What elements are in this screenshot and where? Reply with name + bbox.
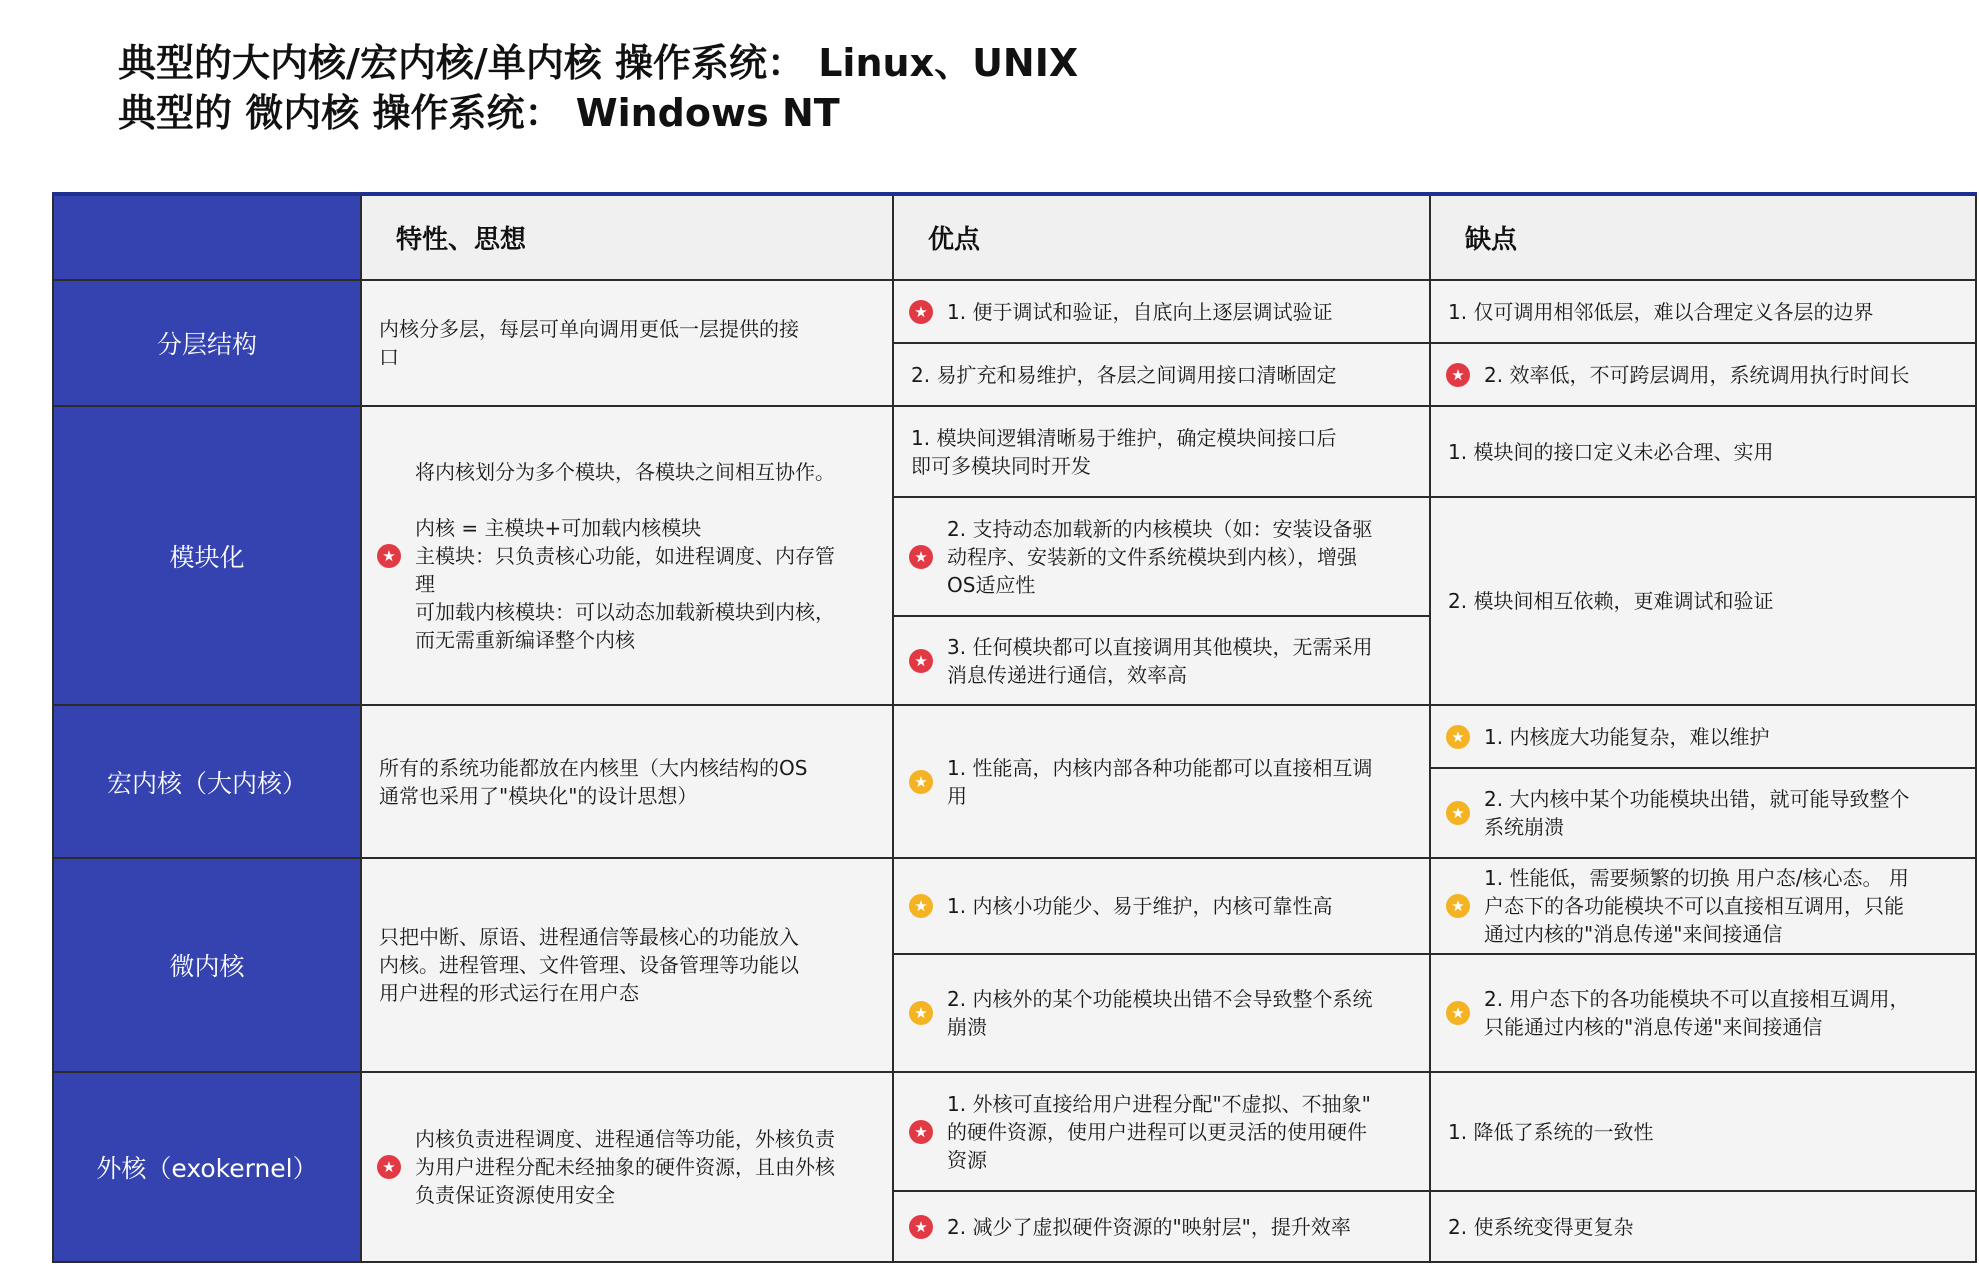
cons-cell (1430, 1072, 1976, 1191)
pros-cell-text: 2. 易扩充和易维护，各层之间调用接口清晰固定 (911, 362, 1337, 387)
column-header-cons: 缺点 (1430, 194, 1976, 280)
pros-cell-text: 2. 减少了虚拟硬件资源的"映射层"，提升效率 (947, 1214, 1351, 1239)
cons-cell (1430, 705, 1976, 768)
cons-cell (1430, 406, 1976, 497)
row-header: 宏内核（大内核） (53, 705, 361, 858)
cons-cell (1430, 280, 1976, 343)
table-row (53, 406, 1976, 497)
cons-cell (1430, 858, 1976, 954)
cons-cell-text: 1. 降低了系统的一致性 (1448, 1119, 1654, 1144)
yellow-star-icon: ★ (1446, 1001, 1470, 1025)
yellow-star-icon: ★ (909, 1001, 933, 1025)
pros-cell-text: 1. 便于调试和验证，自底向上逐层调试验证 (947, 299, 1333, 324)
cons-cell-text: 1. 仅可调用相邻低层，难以合理定义各层的边界 (1448, 299, 1874, 324)
column-header-pros: 优点 (893, 194, 1430, 280)
yellow-star-icon: ★ (1446, 801, 1470, 825)
pros-cell (893, 406, 1430, 497)
pros-cell (893, 616, 1430, 705)
cons-cell-text: 1. 性能低，需要频繁的切换 用户态/核心态。 用 户态下的各功能模块不可以直接相互调用，只能 通过内核的"消息传递"来间接通信 (1484, 866, 1909, 946)
table-header-row (53, 194, 1976, 280)
trait-cell (361, 858, 893, 1072)
cons-cell (1430, 1191, 1976, 1262)
red-star-icon: ★ (377, 544, 401, 568)
column-header-traits: 特性、思想 (361, 194, 893, 280)
pros-cell (893, 343, 1430, 406)
cons-cell-text: 2. 大内核中某个功能模块出错，就可能导致整个 系统崩溃 (1484, 787, 1910, 839)
table-row (53, 705, 1976, 768)
yellow-star-icon: ★ (909, 770, 933, 794)
cons-cell (1430, 497, 1976, 705)
trait-cell-text: 内核分多层，每层可单向调用更低一层提供的接 口 (379, 317, 799, 369)
pros-cell-text: 1. 内核小功能少、易于维护，内核可靠性高 (947, 894, 1333, 918)
yellow-star-icon: ★ (909, 894, 933, 918)
pros-cell (893, 705, 1430, 858)
cons-cell (1430, 343, 1976, 406)
pros-cell (893, 1191, 1430, 1262)
pros-cell (893, 954, 1430, 1072)
trait-cell-text: 内核负责进程调度、进程通信等功能，外核负责 为用户进程分配未经抽象的硬件资源，且由外核 负责保证资源使用安全 (415, 1127, 835, 1207)
pros-cell (893, 858, 1430, 954)
trait-cell-text: 只把中断、原语、进程通信等最核心的功能放入 内核。进程管理、文件管理、设备管理等功能以 用户进程的形式运行在用户态 (379, 925, 799, 1005)
red-star-icon: ★ (909, 545, 933, 569)
cons-cell-text: 2. 使系统变得更复杂 (1448, 1214, 1634, 1239)
pros-cell-text: 2. 内核外的某个功能模块出错不会导致整个系统 崩溃 (947, 987, 1373, 1039)
cons-cell-text: 1. 内核庞大功能复杂，难以维护 (1484, 724, 1770, 749)
red-star-icon: ★ (909, 300, 933, 324)
yellow-star-icon: ★ (1446, 894, 1470, 918)
pros-cell (893, 280, 1430, 343)
trait-cell (361, 406, 893, 705)
red-star-icon: ★ (1446, 363, 1470, 387)
kernel-comparison-table (52, 192, 1977, 1263)
row-header: 外核（exokernel） (53, 1072, 361, 1262)
cons-cell-text: 1. 模块间的接口定义未必合理、实用 (1448, 439, 1774, 464)
pros-cell (893, 497, 1430, 616)
cons-cell-text: 2. 模块间相互依赖，更难调试和验证 (1448, 589, 1774, 613)
table-row (53, 858, 1976, 954)
header-corner-cell (53, 194, 361, 280)
row-header: 分层结构 (53, 280, 361, 406)
trait-cell (361, 280, 893, 406)
table-row (53, 280, 1976, 343)
page-heading (118, 38, 1078, 138)
trait-cell (361, 1072, 893, 1262)
cons-cell-text: 2. 用户态下的各功能模块不可以直接相互调用， 只能通过内核的"消息传递"来间接通信 (1484, 987, 1910, 1039)
red-star-icon: ★ (909, 1215, 933, 1239)
pros-cell (893, 1072, 1430, 1191)
pros-cell-text: 1. 外核可直接给用户进程分配"不虚拟、不抽象" 的硬件资源，使用户进程可以更灵活的使用硬件 资源 (947, 1091, 1371, 1172)
row-header: 微内核 (53, 858, 361, 1072)
red-star-icon: ★ (909, 1120, 933, 1144)
cons-cell (1430, 954, 1976, 1072)
pros-cell-text: 3. 任何模块都可以直接调用其他模块，无需采用 消息传递进行通信，效率高 (947, 634, 1373, 687)
heading-line-1: 典型的大内核/宏内核/单内核 操作系统： Linux、UNIX (118, 41, 1079, 85)
trait-cell (361, 705, 893, 858)
cons-cell-text: 2. 效率低，不可跨层调用，系统调用执行时间长 (1484, 362, 1910, 387)
heading-line-2: 典型的 微内核 操作系统： Windows NT (118, 91, 840, 135)
row-header: 模块化 (53, 406, 361, 705)
yellow-star-icon: ★ (1446, 725, 1470, 749)
red-star-icon: ★ (377, 1155, 401, 1179)
trait-cell-text: 将内核划分为多个模块，各模块之间相互协作。 内核 = 主模块+可加载内核模块 主模块：只负责核心功能，如进程调度、内存管 理 可加载内核模块：可以动态加载新模块到内核， 而无需重新编译整个内核 (415, 459, 835, 652)
red-star-icon: ★ (909, 649, 933, 673)
pros-cell-text: 1. 模块间逻辑清晰易于维护，确定模块间接口后 即可多模块同时开发 (911, 425, 1337, 478)
trait-cell-text: 所有的系统功能都放在内核里（大内核结构的OS 通常也采用了"模块化"的设计思想） (379, 755, 808, 808)
cons-cell (1430, 768, 1976, 858)
pros-cell-text: 2. 支持动态加载新的内核模块（如：安装设备驱 动程序、安装新的文件系统模块到内核），增强 OS适应性 (947, 516, 1373, 597)
pros-cell-text: 1. 性能高，内核内部各种功能都可以直接相互调 用 (947, 755, 1373, 808)
table-row (53, 1072, 1976, 1191)
